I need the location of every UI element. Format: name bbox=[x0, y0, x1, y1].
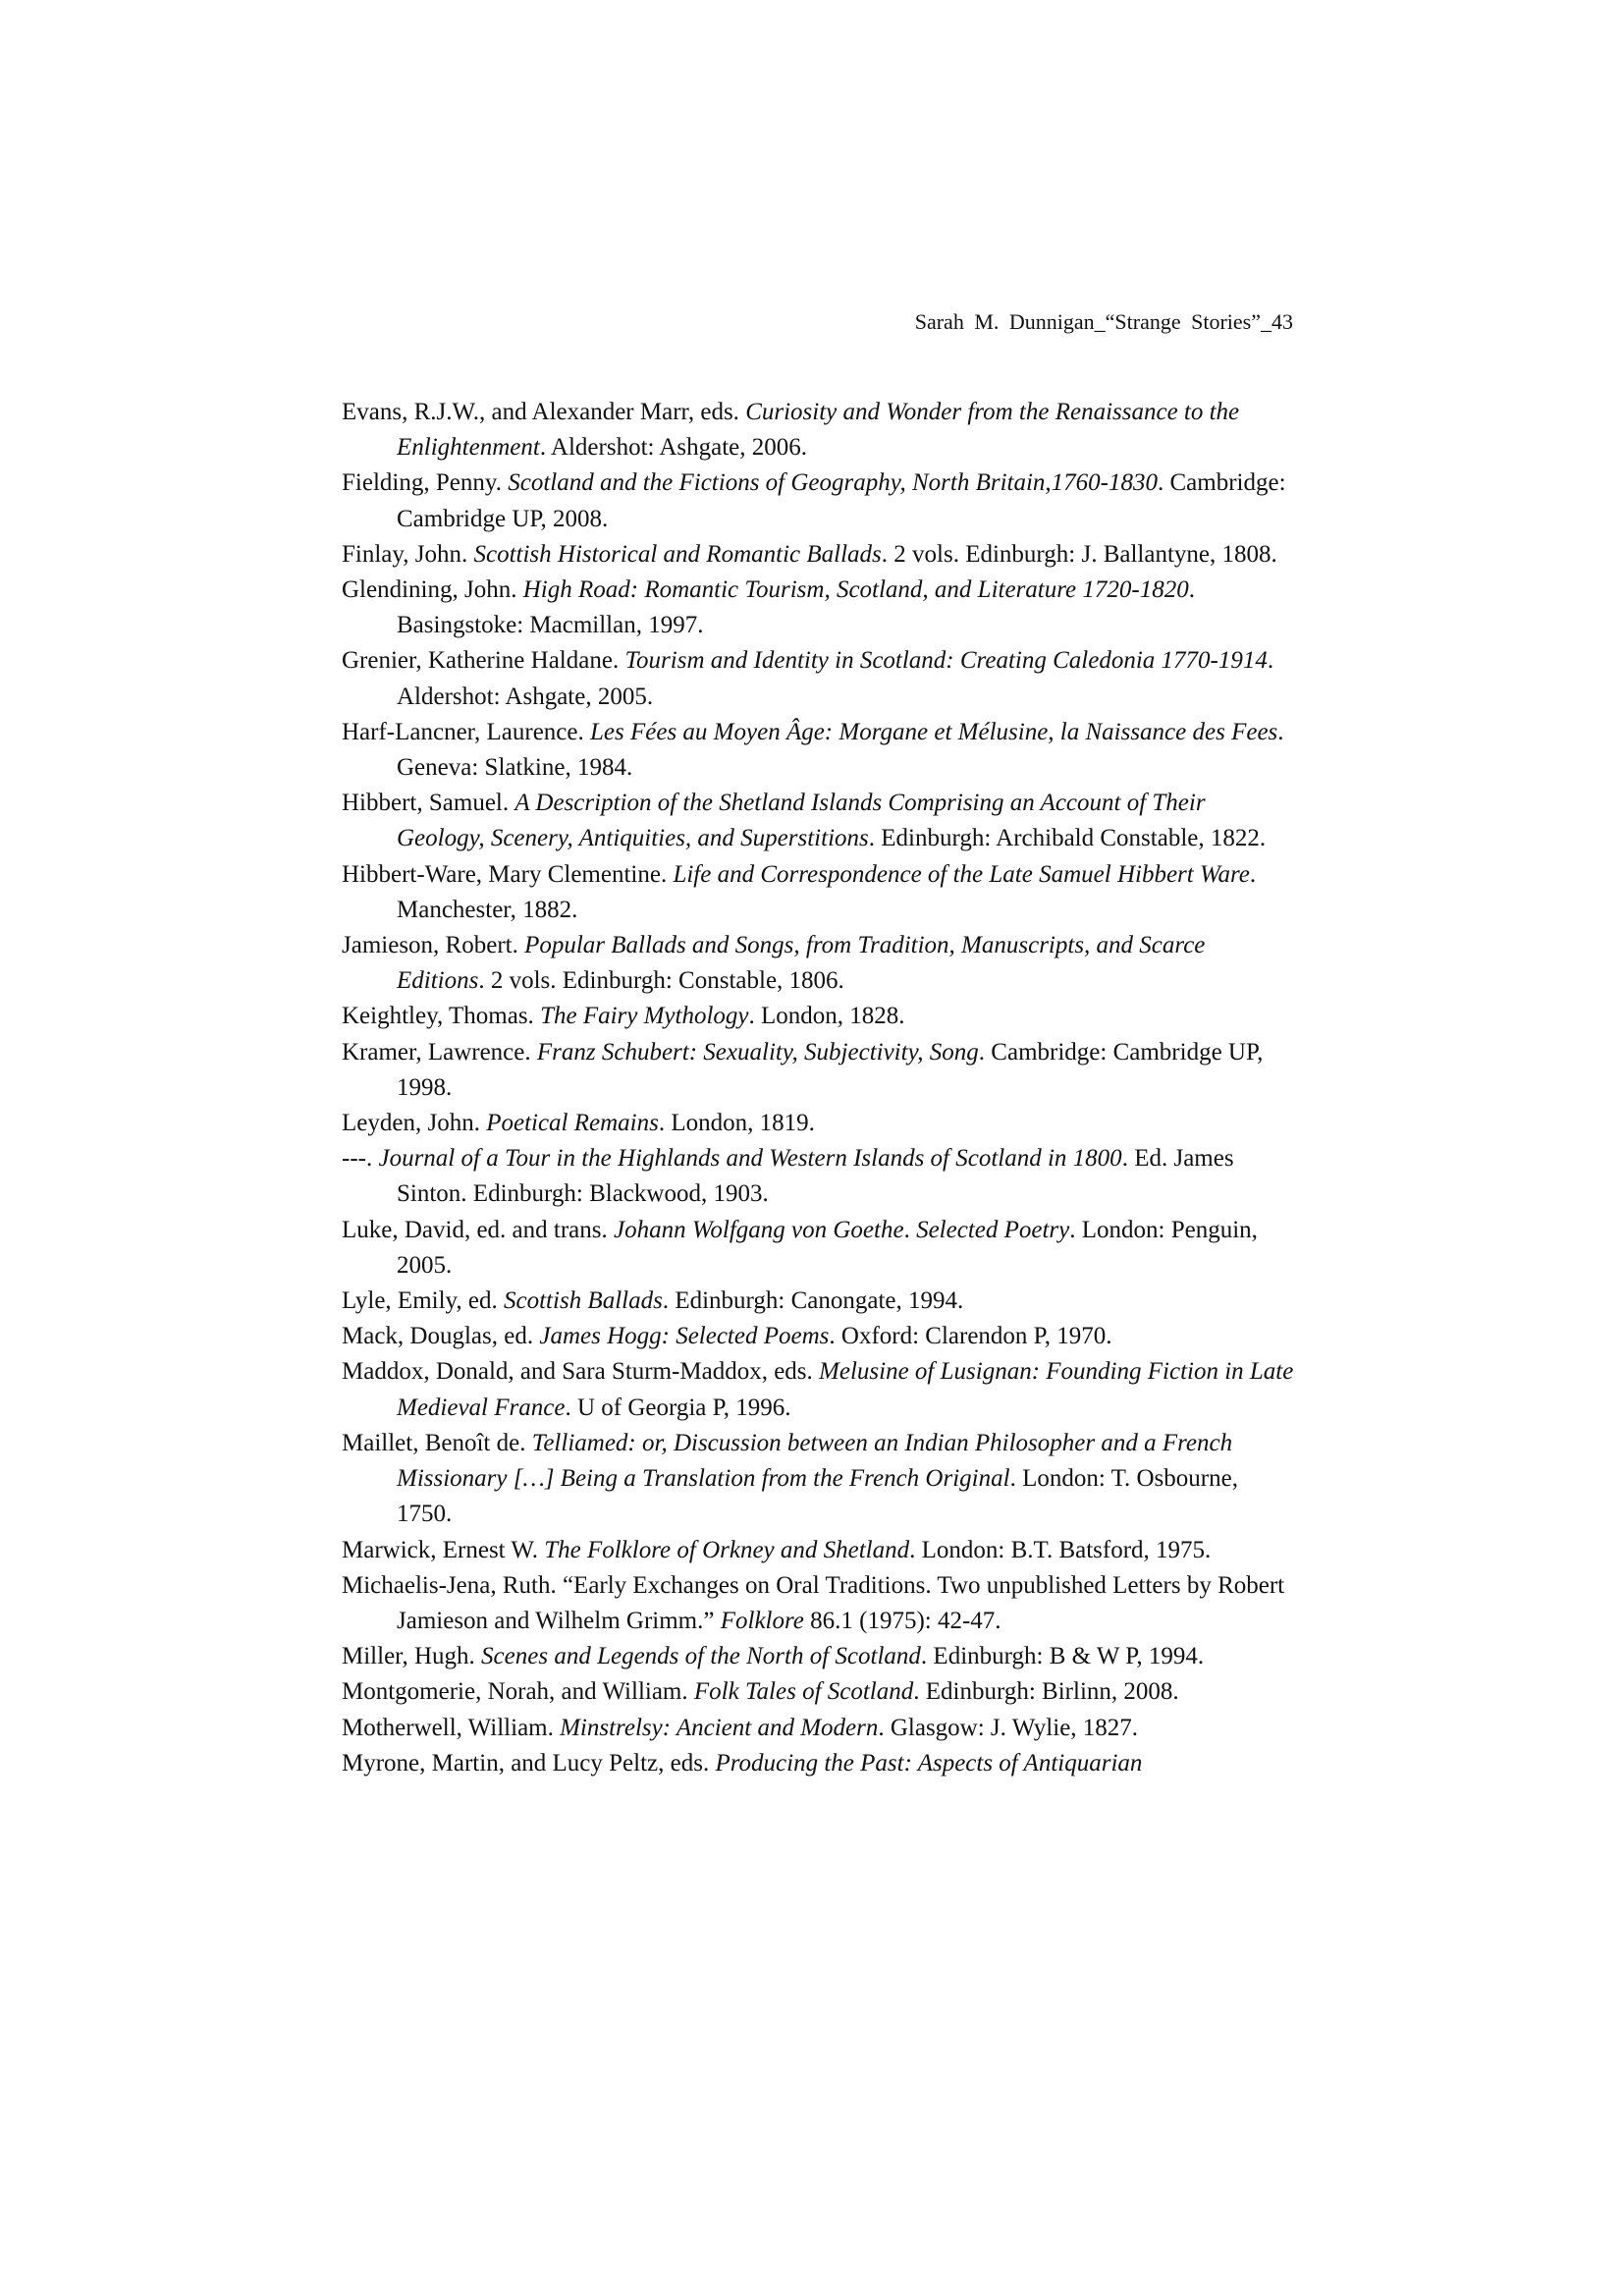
entry-title: Life and Correspondence of the Late Samuel Hibbert Ware bbox=[673, 860, 1250, 888]
entry-title: High Road: Romantic Tourism, Scotland, and Literature 1720-1820 bbox=[522, 576, 1189, 604]
bibliography-entry bbox=[342, 786, 1299, 856]
entry-author: Glendining, John. bbox=[342, 576, 523, 604]
entry-author: Fielding, Penny. bbox=[342, 469, 509, 497]
entry-author: Marwick, Ernest W. bbox=[342, 1536, 545, 1563]
entry-author: ---. bbox=[342, 1145, 379, 1173]
bibliography-entry bbox=[342, 1213, 1299, 1284]
entry-title: James Hogg: Selected Poems bbox=[539, 1323, 830, 1350]
entry-publication: . U of Georgia P, 1996. bbox=[565, 1394, 791, 1421]
bibliography-entry bbox=[342, 465, 1299, 536]
entry-title: Curiosity and Wonder from the Renaissance to the Enlightenment bbox=[397, 399, 1240, 462]
entry-author: Lyle, Emily, ed. bbox=[342, 1287, 505, 1315]
bibliography-entry bbox=[342, 395, 1299, 465]
bibliography-entry bbox=[342, 857, 1299, 928]
bibliography-entry bbox=[342, 573, 1299, 643]
entry-author: Finlay, John. bbox=[342, 540, 474, 568]
bibliography-list bbox=[342, 395, 1299, 1781]
entry-title: The Folklore of Orkney and Shetland bbox=[544, 1536, 910, 1563]
entry-publication: . 2 vols. Edinburgh: Constable, 1806. bbox=[478, 967, 844, 995]
entry-author: Keightley, Thomas. bbox=[342, 1003, 541, 1030]
bibliography-entry bbox=[342, 715, 1299, 786]
entry-author: Maillet, Benoît de. bbox=[342, 1429, 532, 1456]
entry-author: Michaelis-Jena, Ruth. “Early Exchanges on Oral Traditions. Two unpublished Letters by Robert Jamieson and Wilhelm Grimm.” bbox=[342, 1571, 1285, 1634]
bibliography-entry bbox=[342, 1284, 1299, 1319]
bibliography-entry bbox=[342, 1319, 1299, 1354]
entry-author: Evans, R.J.W., and Alexander Marr, eds. bbox=[342, 399, 746, 425]
entry-title: Franz Schubert: Sexuality, Subjectivity, Song bbox=[536, 1038, 979, 1066]
entry-publication: . Edinburgh: Canongate, 1994. bbox=[662, 1287, 964, 1315]
entry-publication: . bbox=[903, 1216, 917, 1243]
entry-author: Leyden, John. bbox=[342, 1110, 487, 1137]
bibliography-entry bbox=[342, 928, 1299, 999]
entry-publication: . London: T. Osbourne, 1750. bbox=[397, 1465, 1238, 1528]
entry-title: Journal of a Tour in the Highlands and Western Islands of Scotland in 1800 bbox=[378, 1145, 1122, 1173]
bibliography-entry bbox=[342, 1141, 1299, 1212]
entry-publication: . Ed. James Sinton. Edinburgh: Blackwood, 1903. bbox=[397, 1145, 1234, 1208]
entry-publication: . Edinburgh: Archibald Constable, 1822. bbox=[868, 825, 1267, 852]
entry-publication: . Manchester, 1882. bbox=[397, 860, 1257, 923]
bibliography-entry bbox=[342, 1426, 1299, 1533]
entry-title: Scottish Ballads bbox=[504, 1287, 663, 1315]
entry-author: Mack, Douglas, ed. bbox=[342, 1323, 540, 1350]
entry-publication: . Aldershot: Ashgate, 2006. bbox=[539, 434, 808, 462]
bibliography-entry bbox=[342, 537, 1299, 573]
entry-title: The Fairy Mythology bbox=[540, 1003, 749, 1030]
entry-author: Hibbert, Samuel. bbox=[342, 790, 515, 817]
entry-publication: . Edinburgh: B & W P, 1994. bbox=[920, 1643, 1205, 1670]
entry-author: Harf-Lancner, Laurence. bbox=[342, 718, 590, 745]
entry-title: Melusine of Lusignan: Founding Fiction in Late Medieval France bbox=[397, 1358, 1294, 1421]
entry-author: Grenier, Katherine Haldane. bbox=[342, 647, 625, 675]
entry-title: Popular Ballads and Songs, from Tradition, Manuscripts, and Scarce Editions bbox=[397, 932, 1206, 995]
bibliography-entry bbox=[342, 999, 1299, 1034]
entry-author: Hibbert-Ware, Mary Clementine. bbox=[342, 860, 674, 888]
bibliography-entry bbox=[342, 1568, 1299, 1639]
entry-author: Myrone, Martin, and Lucy Peltz, eds. bbox=[342, 1749, 716, 1777]
bibliography-entry bbox=[342, 1746, 1299, 1781]
entry-publication: . Cambridge: Cambridge UP, 2008. bbox=[397, 469, 1286, 532]
bibliography-entry bbox=[342, 1639, 1299, 1674]
entry-publication: . London, 1828. bbox=[748, 1003, 905, 1030]
entry-publication: . Basingstoke: Macmillan, 1997. bbox=[397, 576, 1195, 639]
entry-publication: 86.1 (1975): 42-47. bbox=[803, 1607, 1001, 1634]
entry-publication: . London: Penguin, 2005. bbox=[397, 1216, 1258, 1279]
running-head: Sarah M. Dunnigan_“Strange Stories”_43 bbox=[914, 309, 1293, 334]
entry-publication: . Oxford: Clarendon P, 1970. bbox=[829, 1323, 1112, 1350]
entry-title: Scenes and Legends of the North of Scotland bbox=[481, 1643, 921, 1670]
entry-publication: . London: B.T. Batsford, 1975. bbox=[909, 1536, 1212, 1563]
entry-title: A Description of the Shetland Islands Comprising an Account of Their Geology, Scenery, Antiquities, and Superstitions bbox=[397, 790, 1206, 852]
entry-publication: . 2 vols. Edinburgh: J. Ballantyne, 1808. bbox=[881, 540, 1277, 568]
entry-author: Jamieson, Robert. bbox=[342, 932, 525, 959]
entry-title: Scotland and the Fictions of Geography, North Britain,1760-1830 bbox=[508, 469, 1158, 497]
bibliography-entry bbox=[342, 1035, 1299, 1106]
entry-title: Folk Tales of Scotland bbox=[693, 1678, 914, 1706]
entry-author: Miller, Hugh. bbox=[342, 1643, 482, 1670]
entry-title: Telliamed: or, Discussion between an Indian Philosopher and a French Missionary […] Being a Translation from the French Original bbox=[397, 1429, 1233, 1493]
entry-title: Minstrelsy: Ancient and Modern bbox=[560, 1714, 879, 1741]
entry-title: Selected Poetry bbox=[916, 1216, 1070, 1243]
bibliography-entry bbox=[342, 643, 1299, 714]
entry-publication: . Glasgow: J. Wylie, 1827. bbox=[878, 1714, 1139, 1741]
entry-publication: . Geneva: Slatkine, 1984. bbox=[397, 718, 1284, 782]
entry-title: Les Fées au Moyen Âge: Morgane et Mélusine, la Naissance des Fees bbox=[590, 718, 1278, 745]
entry-author: Maddox, Donald, and Sara Sturm-Maddox, eds. bbox=[342, 1358, 820, 1386]
entry-title: Johann Wolfgang von Goethe bbox=[614, 1216, 904, 1243]
entry-publication: . Aldershot: Ashgate, 2005. bbox=[397, 647, 1274, 710]
entry-author: Luke, David, ed. and trans. bbox=[342, 1216, 615, 1243]
bibliography-entry bbox=[342, 1711, 1299, 1746]
entry-title: Folklore bbox=[720, 1607, 804, 1634]
entry-title: Scottish Historical and Romantic Ballads bbox=[473, 540, 882, 568]
bibliography-entry bbox=[342, 1533, 1299, 1568]
entry-publication: . Cambridge: Cambridge UP, 1998. bbox=[397, 1038, 1264, 1101]
bibliography-entry bbox=[342, 1354, 1299, 1425]
bibliography-entry bbox=[342, 1674, 1299, 1710]
entry-publication: . Edinburgh: Birlinn, 2008. bbox=[913, 1678, 1179, 1706]
entry-title: Tourism and Identity in Scotland: Creating Caledonia 1770-1914 bbox=[624, 647, 1268, 675]
entry-title: Producing the Past: Aspects of Antiquarian bbox=[715, 1749, 1143, 1777]
entry-author: Motherwell, William. bbox=[342, 1714, 561, 1741]
bibliography-entry bbox=[342, 1106, 1299, 1141]
entry-author: Kramer, Lawrence. bbox=[342, 1038, 537, 1066]
entry-author: Montgomerie, Norah, and William. bbox=[342, 1678, 694, 1706]
entry-publication: . London, 1819. bbox=[658, 1110, 815, 1137]
entry-title: Poetical Remains bbox=[486, 1110, 659, 1137]
